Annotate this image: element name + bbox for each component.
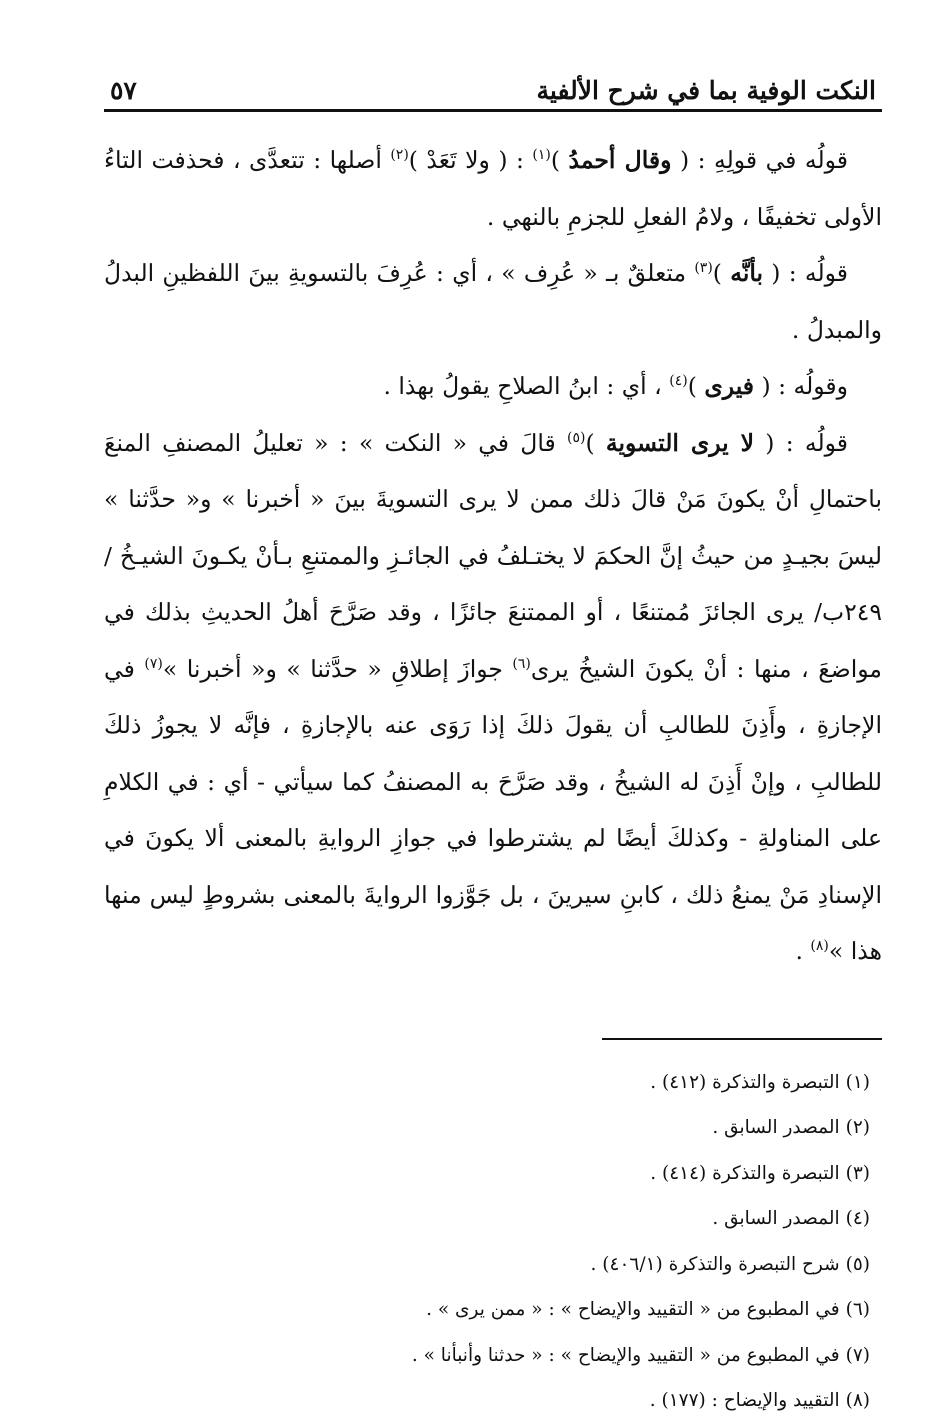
footnote-text: التقييد والإيضاح : (١٧٧) . — [649, 1390, 840, 1411]
text-run: جوازَ إطلاقِ « حدَّثنا » و« أخبرنا » — [162, 654, 513, 683]
footnote — [104, 1060, 870, 1106]
text-run: في الإجازةِ ، وأَذِنَ للطالبِ أن يقولَ ذلكَ إذا رَوَى عنه بالإجازةِ ، فإنَّه لا يجوزُ ذلكَ للطالبِ ، وإنْ أَذِنَ له الشيخُ ، وقد صَرَّحَ به المصنفُ كما سيأتي - أي : في الكلامِ على المناولةِ - وكذلكَ أيضًا لم يشترطوا في جوازِ الروايةِ بالمعنى ألا يكونَ في الإسنادِ مَنْ يمنعُ ذلك ، كابنِ سيرينَ ، بل جَوَّزوا الروايةَ بالمعنى بشروطٍ ليس منها هذا » — [104, 654, 882, 965]
text-run: قولُه : ( — [754, 428, 848, 457]
footnote-reference: (١) — [532, 147, 551, 164]
text-run: قولُه : ( — [763, 259, 848, 287]
text-run: قالَ في « النكت » : « تعليلُ المصنفِ المنعَ باحتمالِ أنْ يكونَ مَنْ قالَ ذلك ممن لا يرى التسويةَ بينَ « أخبرنا » و« حدَّثنا » ليسَ بجيـدٍ من حيثُ إنَّ الحكمَ لا يختـلفُ في الجائـزِ والممتنعِ بـأنْ يكـونَ الشيـخُ /٢٤٩ب/ يرى الجائزَ مُمتنعًا ، أو الممتنعَ جائزًا ، وقد صَرَّحَ أهلُ الحديثِ بذلك في مواضعَ ، منها : أنْ يكونَ الشيخُ يرى — [104, 428, 883, 683]
text-run: ، أي : ابنُ الصلاحِ يقولُ بهذا . — [383, 372, 670, 400]
book-page — [104, 60, 883, 1411]
quoted-phrase: لا يرى التسوية — [605, 428, 755, 457]
running-header — [104, 60, 882, 112]
paragraph — [104, 245, 882, 358]
footnote-number: (٨) — [845, 1390, 870, 1411]
footnote — [104, 1378, 870, 1424]
footnote-text: التبصرة والتذكرة (٤١٤) . — [650, 1162, 840, 1184]
footnote-number: (٤) — [845, 1208, 870, 1229]
footnote-number: (١) — [845, 1071, 870, 1093]
header-title: النكت الوفية بما في شرح الألفية — [536, 76, 876, 105]
text-run: : ( ولا تَعَدْ ) — [408, 146, 533, 174]
footnote — [104, 1242, 870, 1288]
text-run: متعلقٌ بـ « عُرِف » ، أي : عُرِفَ بالتسويةِ بينَ اللفظينِ البدلُ والمبدلُ . — [104, 259, 882, 344]
main-text — [104, 132, 882, 980]
footnote-reference: (٨) — [810, 938, 829, 955]
footnote-separator — [602, 1038, 882, 1040]
footnote-reference: (٥) — [566, 429, 586, 446]
text-run: ) — [687, 372, 705, 400]
footnote-text: التبصرة والتذكرة (٤١٢) . — [650, 1071, 840, 1093]
text-run: قولُه في قولِهِ : ( — [671, 146, 848, 174]
footnote-reference: (٧) — [144, 655, 163, 672]
text-run: . — [795, 937, 811, 965]
text-run: ) — [585, 428, 606, 457]
footnotes — [104, 1060, 882, 1424]
footnote — [104, 1196, 870, 1242]
paragraph — [104, 358, 882, 415]
paragraph — [104, 415, 882, 980]
footnote-reference: (٢) — [390, 147, 409, 164]
footnote — [104, 1105, 870, 1151]
footnote-number: (٢) — [845, 1117, 870, 1138]
footnote-number: (٥) — [845, 1253, 870, 1275]
page-number: ٥٧ — [110, 76, 137, 105]
footnote-text: المصدر السابق . — [712, 1208, 840, 1229]
text-run: ) — [550, 146, 569, 174]
footnote-reference: (٤) — [669, 373, 688, 390]
quoted-phrase: وقال أحمدُ — [568, 146, 672, 174]
footnote-number: (٧) — [845, 1344, 870, 1366]
footnote-text: شرح التبصرة والتذكرة (٤٠٦/١) . — [590, 1253, 840, 1275]
footnote-text: في المطبوع من « التقييد والإيضاح » : « ممن يرى » . — [426, 1299, 840, 1320]
footnote — [104, 1333, 870, 1379]
paragraph — [104, 132, 882, 245]
footnote-reference: (٦) — [512, 655, 531, 672]
quoted-phrase: بأنَّه — [730, 259, 764, 287]
text-run: أصلها : تتعدَّى ، فحذفت التاءُ الأولى تخفيفًا ، ولامُ الفعلِ للجزمِ بالنهي . — [104, 146, 882, 231]
footnote-number: (٦) — [845, 1299, 870, 1320]
footnote-text: في المطبوع من « التقييد والإيضاح » : « حدثنا وأنبأنا » . — [411, 1344, 840, 1366]
footnote-reference: (٣) — [694, 260, 713, 277]
footnote-number: (٣) — [845, 1162, 870, 1184]
text-run: وقولُه : ( — [754, 372, 848, 400]
quoted-phrase: فيرى — [704, 372, 755, 400]
text-run: ) — [712, 259, 731, 287]
footnote — [104, 1151, 870, 1197]
footnote — [104, 1287, 870, 1333]
footnote-text: المصدر السابق . — [712, 1117, 840, 1138]
